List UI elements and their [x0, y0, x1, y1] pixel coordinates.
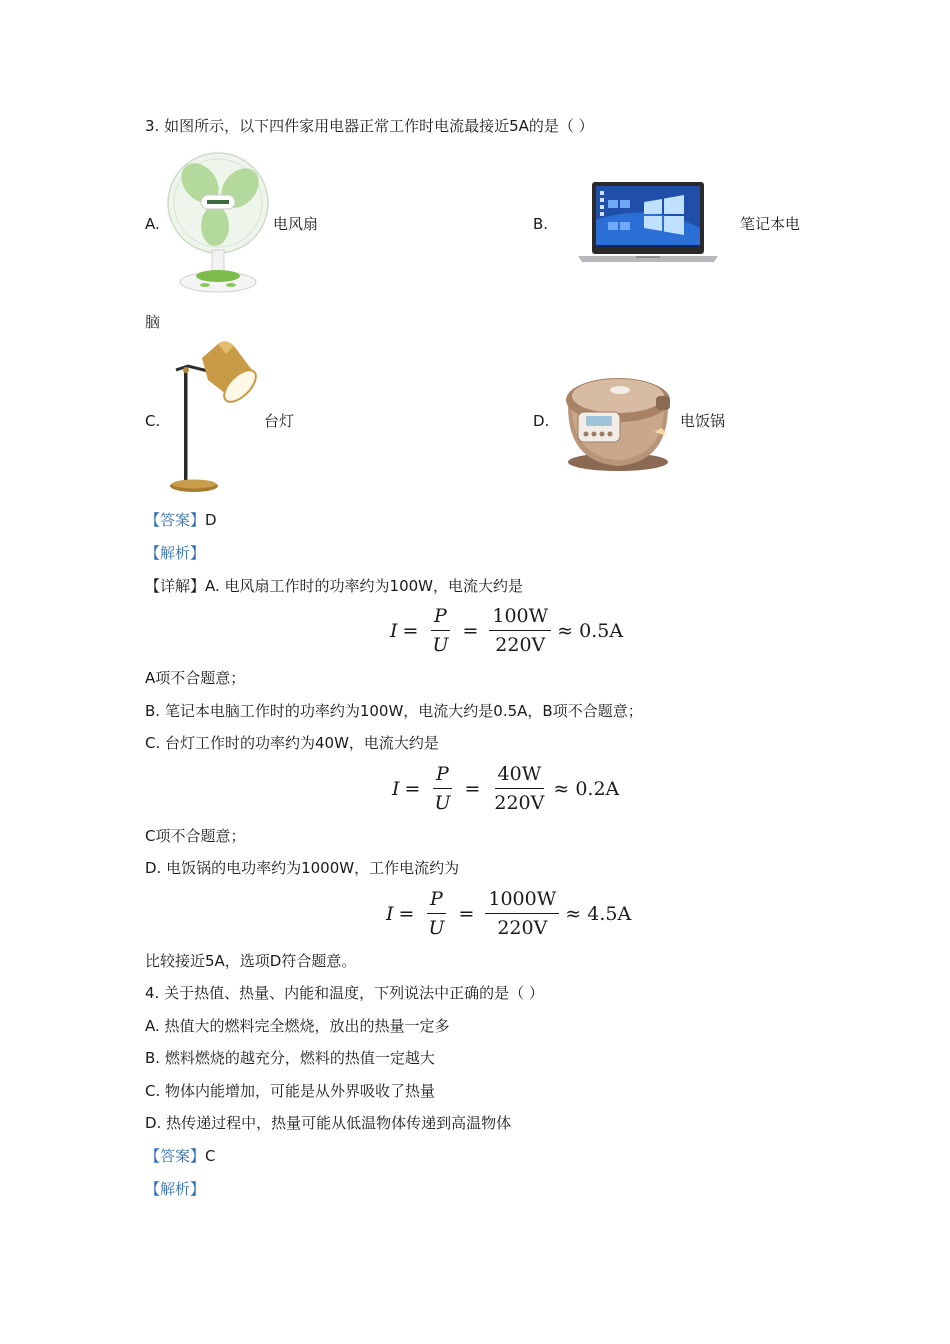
- detail-tag: 【详解】: [145, 577, 206, 595]
- formula-lhs: I: [392, 777, 400, 800]
- rice-cooker-image: [556, 366, 680, 474]
- equals-sign: =: [462, 619, 479, 642]
- fraction-values: [491, 762, 547, 815]
- denominator: U: [432, 634, 449, 656]
- option-c-text: 台灯: [264, 412, 295, 430]
- formula-result: ≈ 4.5A: [565, 902, 632, 925]
- denominator: 220V: [495, 634, 546, 656]
- q4-stem: 4. 关于热值、热量、内能和温度，下列说法中正确的是（ ）: [145, 984, 544, 1002]
- fraction-pu: [425, 887, 447, 940]
- fraction-pu: [431, 762, 453, 815]
- q4-option-c: C. 物体内能增加，可能是从外界吸收了热量: [145, 1082, 436, 1100]
- option-c-letter: C.: [145, 412, 161, 430]
- q3-stem: 3. 如图所示，以下四件家用电器正常工作时电流最接近5A的是（ ）: [145, 117, 594, 135]
- option-a-letter: A.: [145, 215, 160, 233]
- option-a-text: 电风扇: [273, 215, 319, 233]
- equals-sign: =: [464, 777, 481, 800]
- line-c-result: C项不合题意；: [145, 827, 246, 845]
- detail-a-text: A. 电风扇工作时的功率约为100W，电流大约是: [205, 577, 524, 595]
- option-d-letter: D.: [533, 412, 550, 430]
- line-a-result: A项不合题意；: [145, 669, 246, 687]
- numerator: 40W: [495, 762, 545, 789]
- option-d-text: 电饭锅: [680, 412, 726, 430]
- desk-lamp-image: [168, 340, 264, 496]
- fraction-pu: [429, 604, 451, 657]
- q4-option-b: B. 燃料燃烧的越充分，燃料的热值一定越大: [145, 1049, 435, 1067]
- formula-result: ≈ 0.5A: [557, 619, 624, 642]
- q4-option-d: D. 热传递过程中，热量可能从低温物体传递到高温物体: [145, 1114, 512, 1132]
- formula-result: ≈ 0.2A: [553, 777, 620, 800]
- answer-value: C: [205, 1147, 216, 1165]
- formula-a: [390, 604, 623, 657]
- option-b-letter: B.: [533, 215, 549, 233]
- numerator: P: [433, 762, 452, 789]
- numerator: 100W: [489, 604, 551, 631]
- answer-tag: 【答案】: [145, 1147, 206, 1165]
- q3-analysis-tag: 【解析】: [145, 544, 206, 562]
- formula-lhs: I: [390, 619, 398, 642]
- option-b-text: 笔记本电: [740, 215, 801, 233]
- option-b-text-wrap: 脑: [145, 313, 161, 331]
- fraction-values: [489, 604, 551, 657]
- detail-c: C. 台灯工作时的功率约为40W，电流大约是: [145, 734, 439, 752]
- numerator: P: [427, 887, 446, 914]
- q4-option-a: A. 热值大的燃料完全燃烧，放出的热量一定多: [145, 1017, 450, 1035]
- q4-answer-line: [145, 1146, 216, 1166]
- detail-d: D. 电饭锅的电功率约为1000W，工作电流约为: [145, 859, 460, 877]
- equals-sign: =: [402, 619, 419, 642]
- denominator: 220V: [497, 917, 548, 939]
- denominator: U: [434, 792, 451, 814]
- formula-lhs: I: [386, 902, 394, 925]
- q4-analysis-tag: 【解析】: [145, 1180, 206, 1198]
- formula-d: [386, 887, 631, 940]
- equals-sign: =: [404, 777, 421, 800]
- fraction-values: [485, 887, 559, 940]
- conclusion: 比较接近5A，选项D符合题意。: [145, 952, 357, 970]
- laptop-image: [578, 182, 718, 264]
- denominator: U: [428, 917, 445, 939]
- equals-sign: =: [398, 902, 415, 925]
- answer-tag: 【答案】: [145, 511, 206, 529]
- q3-detail-a: [145, 576, 523, 596]
- numerator: P: [431, 604, 450, 631]
- numerator: 1000W: [485, 887, 559, 914]
- formula-c: [392, 762, 619, 815]
- line-b: B. 笔记本电脑工作时的功率约为100W，电流大约是0.5A，B项不合题意；: [145, 702, 643, 720]
- q3-answer-line: [145, 510, 217, 530]
- equals-sign: =: [458, 902, 475, 925]
- electric-fan-image: [165, 148, 271, 298]
- answer-value: D: [205, 511, 217, 529]
- denominator: 220V: [494, 792, 545, 814]
